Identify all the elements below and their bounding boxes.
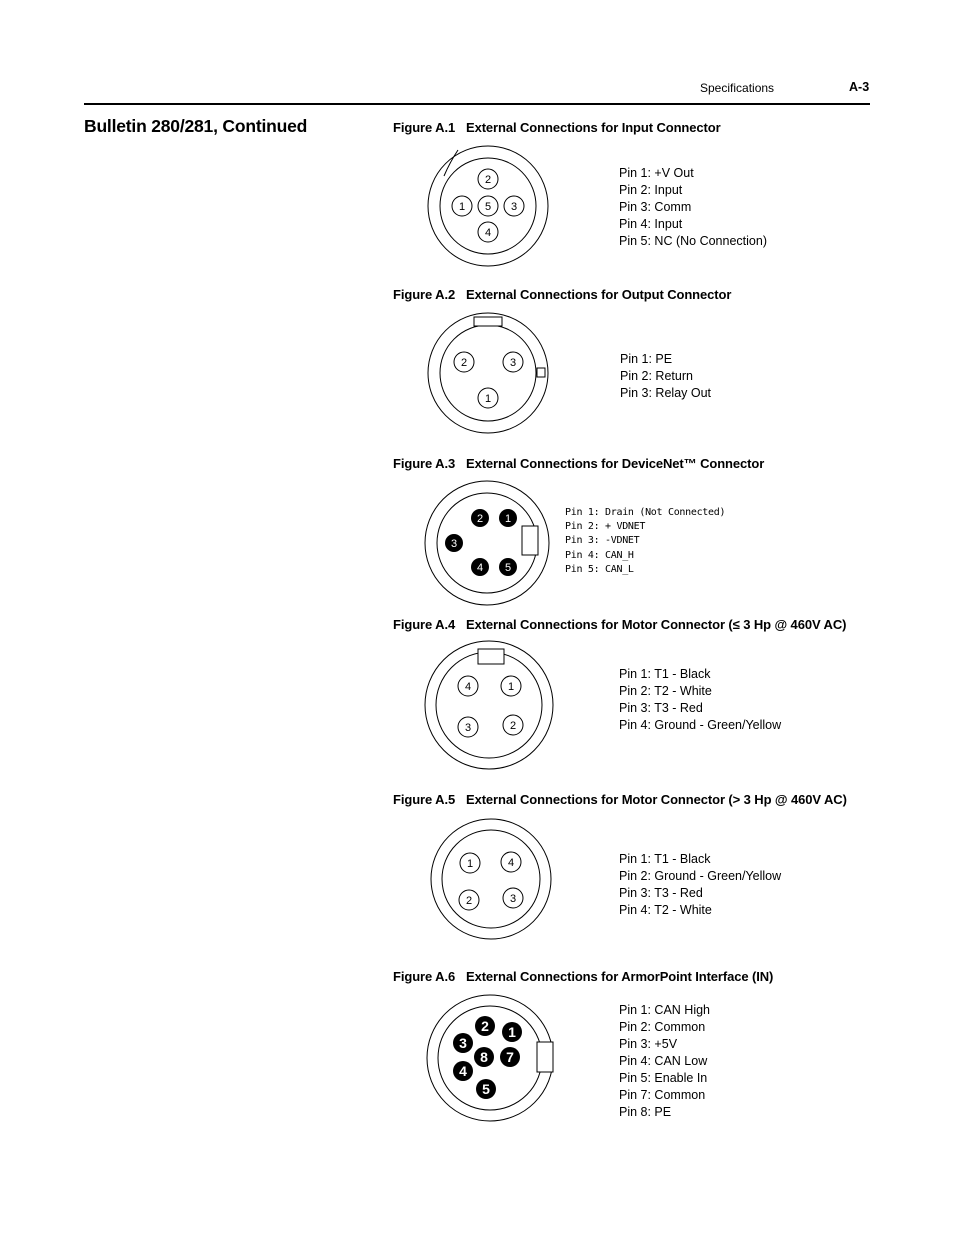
- pin-label: 5: [482, 1081, 490, 1097]
- pin-label: 4: [484, 227, 492, 239]
- output-connector-diagram: [420, 310, 560, 445]
- figure-title: External Connections for Motor Connector (> 3 Hp @ 460V AC): [466, 792, 847, 807]
- pin-label: 4: [459, 1063, 467, 1079]
- pin-description: Pin 4: Input: [619, 217, 683, 231]
- figure-number: Figure A.4: [393, 617, 456, 632]
- pin-label: 1: [508, 1024, 516, 1040]
- motor-connector-small-diagram: [420, 639, 560, 774]
- pin-label: 2: [484, 174, 492, 186]
- pin-description: Pin 3: T3 - Red: [619, 701, 703, 715]
- pin-description: Pin 1: T1 - Black: [619, 852, 711, 866]
- page-number: A-3: [849, 80, 870, 94]
- figure-a4-caption: [393, 617, 846, 632]
- pin-description: Pin 3: Relay Out: [620, 386, 712, 400]
- pin-description: Pin 3: Comm: [619, 200, 692, 214]
- figure-number: Figure A.5: [393, 792, 456, 807]
- pin-description: Pin 1: Drain (Not Connected): [565, 507, 726, 518]
- pin-label: 3: [509, 893, 517, 905]
- figure-title: External Connections for Output Connector: [466, 287, 732, 302]
- figure-number: Figure A.6: [393, 969, 456, 984]
- pin-description: Pin 2: Ground - Green/Yellow: [619, 869, 782, 883]
- pin-label: 3: [450, 538, 458, 550]
- pin-label: 7: [506, 1049, 514, 1065]
- pin-description: Pin 7: Common: [619, 1088, 706, 1102]
- pin-label: 3: [459, 1035, 467, 1051]
- pin-description: Pin 2: + VDNET: [565, 521, 646, 533]
- pin-description: Pin 3: -VDNET: [565, 535, 640, 547]
- pin-description: Pin 5: NC (No Connection): [619, 234, 767, 248]
- pin-description: Pin 2: Return: [620, 369, 693, 383]
- input-connector-diagram: [420, 140, 560, 275]
- figure-a2-caption: [393, 287, 731, 302]
- figure-a5-pin-list: [619, 851, 781, 919]
- figure-a1-caption: [393, 120, 721, 135]
- figure-title: External Connections for ArmorPoint Interface (IN): [466, 969, 774, 984]
- header-rule: [84, 103, 870, 105]
- pin-label: 3: [509, 357, 517, 369]
- pin-description: Pin 8: PE: [619, 1105, 672, 1119]
- pin-label: 2: [509, 720, 517, 732]
- pin-description: Pin 2: Input: [619, 183, 683, 197]
- pin-description: Pin 3: T3 - Red: [619, 886, 703, 900]
- pin-label: 8: [480, 1049, 488, 1065]
- figure-a1-pin-list: [619, 165, 767, 250]
- figure-title: External Connections for Input Connector: [466, 120, 721, 135]
- pin-description: Pin 4: Ground - Green/Yellow: [619, 718, 782, 732]
- figure-a3-caption: [393, 456, 764, 471]
- section-title: Bulletin 280/281, Continued: [84, 116, 308, 136]
- pin-label: 2: [460, 357, 468, 369]
- figure-number: Figure A.1: [393, 120, 456, 135]
- figure-a3-pin-list: [565, 506, 725, 577]
- pin-label: 4: [464, 681, 472, 693]
- figure-title: External Connections for Motor Connector (≤ 3 Hp @ 460V AC): [466, 617, 847, 632]
- pin-label: 2: [476, 513, 484, 525]
- pin-description: Pin 1: +V Out: [619, 166, 694, 180]
- pin-description: Pin 4: CAN Low: [619, 1054, 708, 1068]
- figure-title: External Connections for DeviceNet™ Connector: [466, 456, 765, 471]
- pin-label: 1: [466, 858, 474, 870]
- pin-description: Pin 4: CAN_H: [565, 549, 634, 561]
- pin-description: Pin 5: Enable In: [619, 1071, 708, 1085]
- pin-label: 1: [504, 513, 512, 525]
- pin-label: 4: [476, 562, 484, 574]
- figure-a6-caption: [393, 969, 773, 984]
- running-header-section: Specifications: [700, 81, 775, 95]
- pin-label: 3: [510, 201, 518, 213]
- pin-description: Pin 5: CAN_L: [565, 563, 634, 575]
- pin-description: Pin 1: PE: [620, 352, 673, 366]
- pin-label: 5: [504, 562, 512, 574]
- devicenet-connector-diagram: [420, 478, 560, 613]
- pin-description: Pin 4: T2 - White: [619, 903, 712, 917]
- figure-a5-caption: [393, 792, 847, 807]
- pin-label: 3: [464, 722, 472, 734]
- pin-description: Pin 1: CAN High: [619, 1003, 711, 1017]
- pin-description: Pin 2: Common: [619, 1020, 706, 1034]
- pin-label: 1: [458, 201, 466, 213]
- pin-label: 1: [507, 681, 515, 693]
- pin-description: Pin 1: T1 - Black: [619, 667, 711, 681]
- pin-description: Pin 3: +5V: [619, 1037, 678, 1051]
- pin-label: 4: [507, 857, 515, 869]
- figure-number: Figure A.2: [393, 287, 456, 302]
- figure-a4-pin-list: [619, 666, 781, 734]
- figure-a2-pin-list: [620, 351, 711, 402]
- pin-label: 1: [484, 393, 492, 405]
- pin-label: 2: [465, 895, 473, 907]
- figure-number: Figure A.3: [393, 456, 456, 471]
- pin-label: 5: [484, 201, 492, 213]
- armorpoint-connector-diagram: [420, 992, 560, 1127]
- motor-connector-large-diagram: [420, 815, 560, 945]
- pin-label: 2: [481, 1018, 489, 1034]
- pin-description: Pin 2: T2 - White: [619, 684, 712, 698]
- figure-a6-pin-list: [619, 1002, 710, 1121]
